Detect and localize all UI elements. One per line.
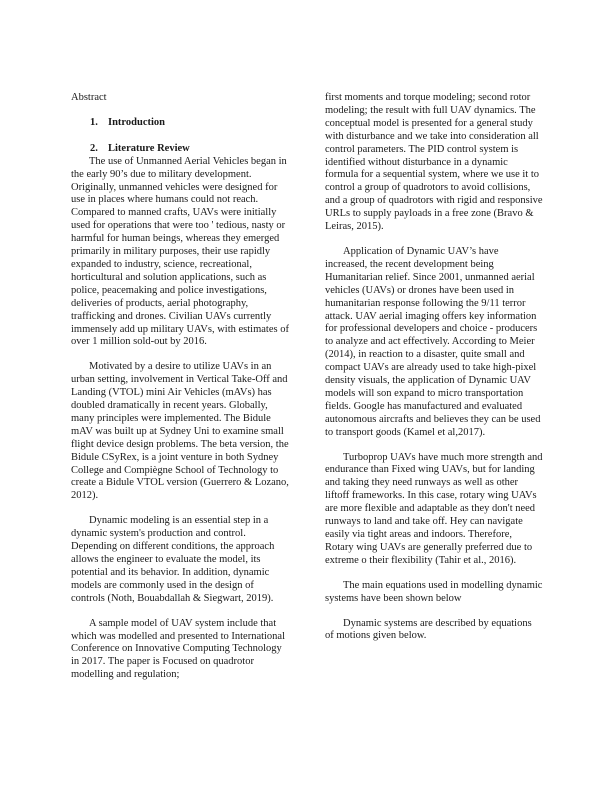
heading-introduction xyxy=(90,117,289,130)
paragraph: A sample model of UAV system include that which was modelled and presented to International Conference on Innovative Computing Technology in 2017. The paper is Focused on quadrotor modelling and regulation; xyxy=(71,617,286,681)
heading-title: Introduction xyxy=(108,116,165,128)
paragraph: Application of Dynamic UAV’s have increased, the recent development being Humanitarian relief. Since 2001, unmanned aerial vehicles (UAVs) or drones have been used in humanitarian response following the 9/11 terror attack. UAV aerial imaging offers key information for professional developers and choice - producers to analyze and act effectively. According to Meier (2014), in reaction to a disaster, quite small and compact UAVs are already used to take high-pixel density visuals, the application of Dynamic UAV models will son expand to micro transportation fields. Google has manufactured and evaluated autonomous aircrafts and believes they can be used to transport goods (Kamel et al,2017). xyxy=(325,245,541,438)
heading-number: 1. xyxy=(90,116,98,128)
paragraph: Turboprop UAVs have much more strength and endurance than Fixed wing UAVs, but for landing and taking they need runways as well as other liftoff frameworks. In this case, rotary wing UAVs are more flexible and adaptable as they don't need runways to land and take off. Hey can navigate easily via tight areas and indoors. Therefore, Rotary wing UAVs are generally preferred due to extreme o their flexibility (Tahir et al., 2016). xyxy=(325,451,543,566)
right-column xyxy=(325,92,543,643)
paragraph: Dynamic systems are described by equations of motions given below. xyxy=(325,617,532,642)
paragraph: The use of Unmanned Aerial Vehicles began in the early 90’s due to military development. Originally, unmanned vehicles were designed for use in places where humans could not reach. Compared to manned crafts, UAVs were initially used for operations that were too ' tedious, nasty or harmful for human beings, whereas they emerged primarily in military purposes, their use rapidly expanded to industry, science, recreational, horticultural and solution applications, such as police, peacemaking and police investigations, deliveries of products, aerial photography, trafficking and drones. Civilian UAVs currently immensely add up military UAVs, with estimates of over 1 million sold-out by 2016. xyxy=(71,155,289,348)
abstract-label: Abstract xyxy=(71,92,107,103)
paragraph: Motivated by a desire to utilize UAVs in an urban setting, involvement in Vertical Take-Off and Landing (VTOL) mini Air Vehicles (mAVs) has doubled dramatically in recent years. Globally, many principles were implemented. The Bidule mAV was built up at Sydney Uni to examine small flight device design problems. The beta version, the Bidule CSyRex, is a joint venture in both Sydney College and Compiègne School of Technology to create a Bidule VTOL version (Guerrero & Lozano, 2012). xyxy=(71,361,289,502)
heading-literature-review xyxy=(90,143,289,156)
left-column xyxy=(71,92,289,682)
paragraph: The main equations used in modelling dynamic systems have been shown below xyxy=(325,579,543,604)
paragraph-continuation: first moments and torque modeling; second rotor modeling; the result with full UAV dynamics. The conceptual model is presented for a general study with disturbance and we take into consideration all control parameters. The PID control system is identified without disturbance in a dynamic formula for a sequential system, where we use it to control a group of quadrotors to avoid collisions, and a group of quadrotors with rigid and responsive URLs to supply payloads in a free zone (Bravo & Leiras, 2015). xyxy=(325,92,543,233)
heading-title: Literature Review xyxy=(108,142,190,154)
paragraph: Dynamic modeling is an essential step in a dynamic system's production and control. Depending on different conditions, the approach allows the engineer to evaluate the model, its potential and its behavior. In addition, dynamic models are commonly used in the design of controls (Noth, Bouabdallah & Siegwart, 2019). xyxy=(71,515,275,604)
heading-number: 2. xyxy=(90,142,98,154)
